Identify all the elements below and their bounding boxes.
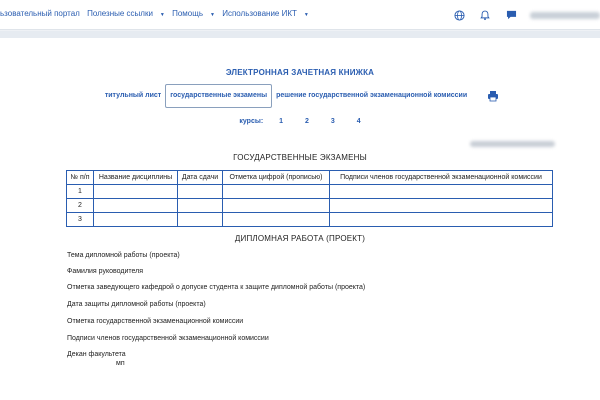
cell-discipline xyxy=(94,213,178,227)
cell-discipline xyxy=(94,199,178,213)
tab-title-page[interactable]: титульный лист xyxy=(104,92,162,99)
cell-grade xyxy=(223,185,330,199)
cell-signatures xyxy=(330,199,553,213)
cell-grade xyxy=(223,213,330,227)
user-name-blurred[interactable] xyxy=(530,12,600,19)
caret-down-icon: ▼ xyxy=(159,12,165,18)
nav-ict-usage[interactable] xyxy=(222,9,309,18)
top-bar xyxy=(0,0,600,30)
row-number: 1 xyxy=(67,185,94,199)
table-row xyxy=(67,185,553,199)
header-separator xyxy=(0,31,600,38)
cell-grade xyxy=(223,199,330,213)
stamp-place: мп xyxy=(116,360,125,367)
cell-date xyxy=(178,213,223,227)
student-name-blurred xyxy=(470,141,555,147)
cell-date xyxy=(178,199,223,213)
row-number: 2 xyxy=(67,199,94,213)
record-book-content xyxy=(0,38,600,400)
courses-label: курсы: xyxy=(239,118,264,125)
commission-signatures-field: Подписи членов государственной экзаменационной комиссии xyxy=(67,335,269,342)
row-number: 3 xyxy=(67,213,94,227)
supervisor-field: Фамилия руководителя xyxy=(67,268,144,275)
page-title: ЭЛЕКТРОННАЯ ЗАЧЕТНАЯ КНИЖКА xyxy=(225,68,375,77)
state-exams-table xyxy=(66,170,553,227)
nav-ict-usage-label: Использование ИКТ xyxy=(222,9,297,18)
col-signatures: Подписи членов государственной экзаменационной комиссии xyxy=(330,171,553,185)
thesis-topic-field: Тема дипломной работы (проекта) xyxy=(67,252,180,259)
state-exams-title: ГОСУДАРСТВЕННЫЕ ЭКЗАМЕНЫ xyxy=(233,153,367,162)
cell-date xyxy=(178,185,223,199)
defense-date-field: Дата защиты дипломной работы (проекта) xyxy=(67,301,206,308)
nav-portal-link[interactable]: ьзовательный портал xyxy=(0,9,80,18)
table-row xyxy=(67,199,553,213)
col-discipline: Название дисциплины xyxy=(94,171,178,185)
nav-help[interactable] xyxy=(172,9,215,18)
table-header-row xyxy=(67,171,553,185)
printer-icon[interactable] xyxy=(487,90,499,102)
nav-useful-links-label: Полезные ссылки xyxy=(87,9,153,18)
table-row xyxy=(67,213,553,227)
thesis-title: ДИПЛОМНАЯ РАБОТА (ПРОЕКТ) xyxy=(234,234,366,243)
nav-useful-links[interactable] xyxy=(87,9,165,18)
caret-down-icon: ▼ xyxy=(303,12,309,18)
course-link-2[interactable]: 2 xyxy=(304,118,309,125)
chat-icon[interactable] xyxy=(504,8,518,22)
col-number: № п/п xyxy=(67,171,94,185)
caret-down-icon: ▼ xyxy=(210,12,215,18)
nav-help-label: Помощь xyxy=(172,9,204,18)
tab-commission-decision[interactable]: решение государственной экзаменационной комиссии xyxy=(276,92,468,99)
dean-field: Декан факультета xyxy=(67,351,126,358)
bell-icon[interactable] xyxy=(478,8,492,22)
course-link-1[interactable]: 1 xyxy=(279,118,284,125)
cell-signatures xyxy=(330,185,553,199)
col-date: Дата сдачи xyxy=(178,171,223,185)
globe-icon[interactable] xyxy=(452,8,466,22)
course-link-3[interactable]: 3 xyxy=(330,118,335,125)
top-nav xyxy=(0,9,314,18)
cell-discipline xyxy=(94,185,178,199)
commission-grade-field: Отметка государственной экзаменационной комиссии xyxy=(67,318,244,325)
top-icons xyxy=(440,7,600,23)
cell-signatures xyxy=(330,213,553,227)
record-book-tabs xyxy=(0,84,600,108)
course-link-4[interactable]: 4 xyxy=(356,118,361,125)
defense-admission-field: Отметка заведующего кафедрой о допуске студента к защите дипломной работы (проекта) xyxy=(67,284,366,291)
col-grade: Отметка цифрой (прописью) xyxy=(223,171,330,185)
tab-state-exams[interactable]: государственные экзамены xyxy=(165,84,272,108)
course-selector xyxy=(0,118,600,125)
